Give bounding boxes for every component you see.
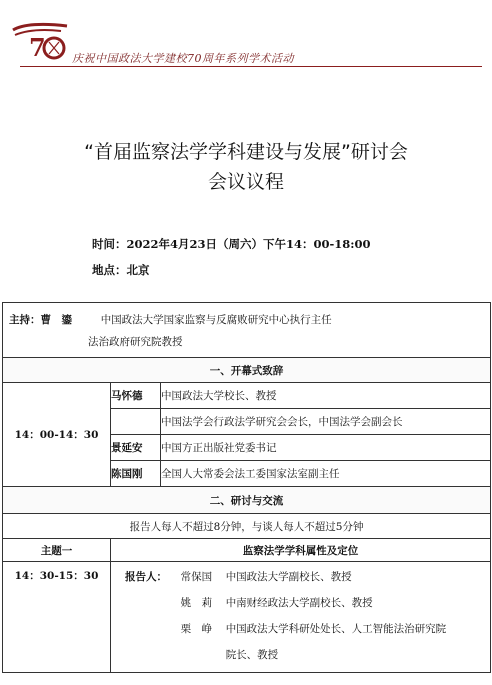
list-item — [111, 590, 490, 616]
host-label: 主持： — [9, 314, 41, 326]
reporter-label: 报告人： — [125, 571, 167, 583]
reporter-name: 姚 莉 — [180, 597, 213, 609]
banner-text: 庆祝中国政法大学建校70周年系列学术活动 — [72, 52, 294, 65]
list-item — [111, 564, 490, 590]
banner-divider — [20, 66, 482, 67]
host-title-1: 中国政法大学国家监察与反腐败研究中心执行主任 — [100, 314, 332, 326]
reporter-name: 常保国 — [180, 571, 213, 583]
page-title: “首届监察法学学科建设与发展”研讨会 — [84, 141, 408, 163]
speaker-title: 中国法学会行政法学研究会会长，中国法学会副会长 — [161, 409, 491, 435]
speaker-name: 景延安 — [111, 435, 161, 461]
speaker-name: 马怀德 — [111, 383, 161, 409]
anniversary-70-logo-icon — [9, 22, 71, 62]
list-item — [111, 616, 490, 642]
table-row — [3, 383, 491, 409]
section-heading-opening: 一、开幕式致辞 — [3, 358, 491, 383]
opening-time: 14：00-14：30 — [3, 383, 111, 487]
page-subtitle: 会议议程 — [207, 171, 284, 193]
speaker-name: 陈国刚 — [111, 461, 161, 487]
speaker-name — [111, 409, 161, 435]
theme-label: 主题一 — [3, 539, 111, 562]
speaker-title: 全国人大常委会法工委国家法室副主任 — [161, 461, 491, 487]
reporter-title: 中国政法大学副校长、教授 — [225, 571, 352, 583]
reporter-title: 中国政法大学科研处处长、人工智能法治研究院 — [225, 623, 447, 635]
reporter-title: 中南财经政法大学副校长、教授 — [225, 597, 373, 609]
host-name: 曹 鎏 — [40, 314, 72, 326]
meeting-time: 时间：2022年4月23日（周六）下午14：00-18:00 — [92, 237, 371, 251]
section-heading-discussion: 二、研讨与交流 — [3, 487, 491, 514]
speaker-title: 中国政法大学校长、教授 — [161, 383, 491, 409]
reporter-name: 栗 峥 — [180, 623, 213, 635]
host-title-2: 法治政府研究院教授 — [88, 336, 183, 348]
svg-text:7: 7 — [29, 33, 46, 62]
time-limit-note: 报告人每人不超过8分钟，与谈人每人不超过5分钟 — [3, 514, 491, 539]
reporter-title-continued: 院长、教授 — [225, 649, 279, 661]
agenda-table — [2, 302, 491, 673]
theme-title: 监察法学学科属性及定位 — [111, 539, 491, 562]
theme-time: 14：30-15：30 — [3, 562, 111, 673]
meeting-place: 地点：北京 — [92, 263, 150, 277]
table-row — [3, 562, 491, 673]
host-row — [3, 303, 491, 358]
speaker-title: 中国方正出版社党委书记 — [161, 435, 491, 461]
